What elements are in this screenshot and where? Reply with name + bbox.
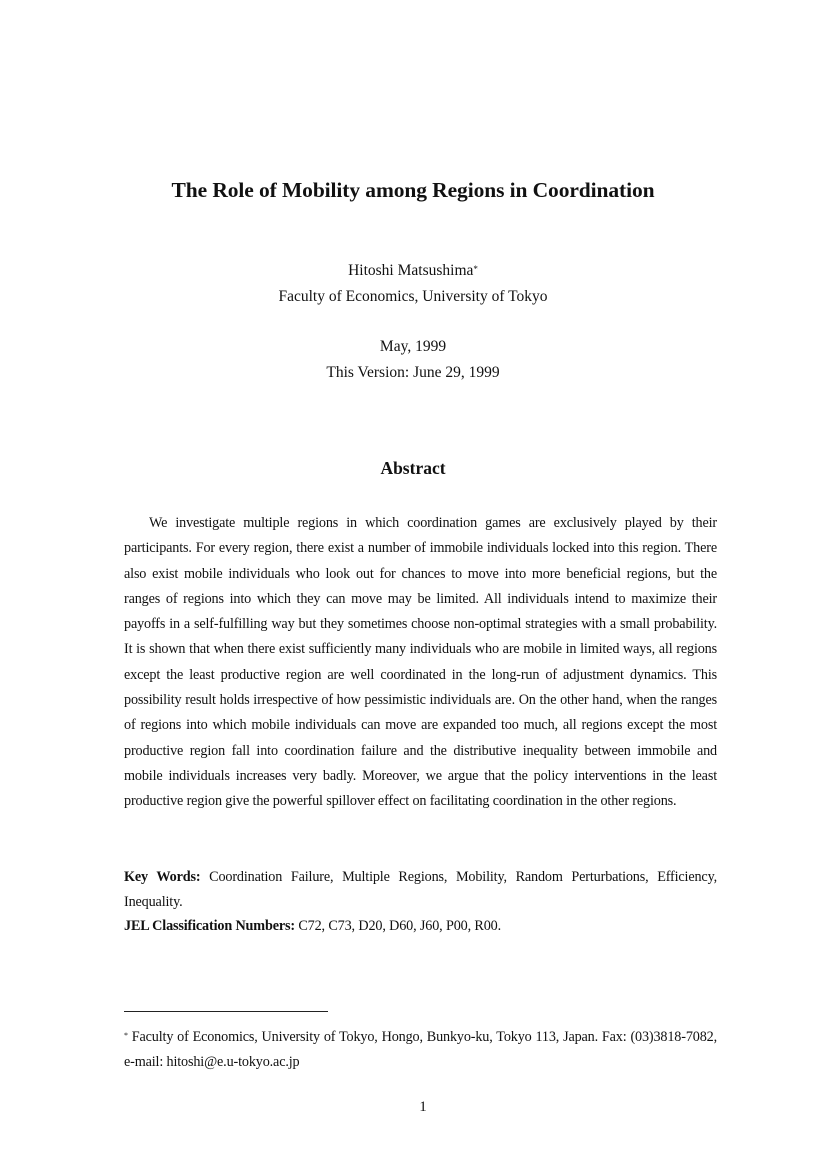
footnote [124,1025,717,1074]
author-name: Hitoshi Matsushima [348,262,474,279]
jel-label: JEL Classification Numbers: [124,918,295,934]
paper-date: May, 1999 [379,338,447,355]
date-block [0,334,826,386]
author-footnote-marker: * [473,264,478,274]
footnote-marker: * [124,1031,128,1040]
abstract-text: We investigate multiple regions in which coordination games are exclusively played by their participants. For every region, there exist a number of immobile individuals locked into this region. There also exist mobile individuals who look out for chances to move into more beneficial regions, but the ranges of regions into which they can move may be limited. All individuals intend to maximize their payoffs in a self-fulfilling way but they sometimes choose non-optimal strategies with a small probability. It is shown that when there exist sufficiently many individuals who are mobile in limited ways, all regions except the least productive region are well coordinated in the long-run of adjustment dynamics. This possibility result holds irrespective of how pessimistic individuals are. On the other hand, when the ranges of regions into which mobile individuals can move are expanded too much, all regions except the most productive region fall into coordination failure and the distributive inequality between immobile and mobile individuals increases very badly. Moreover, we argue that the policy interventions in the least productive region give the powerful spillover effect on facilitating coordination in the other regions. [124,515,717,810]
author-block [0,258,826,310]
footnote-divider [124,1011,328,1012]
keywords [124,865,717,914]
keywords-label: Key Words: [124,869,201,885]
jel-text: C72, C73, D20, D60, J60, P00, R00. [298,918,501,934]
abstract-heading: Abstract [380,458,446,478]
jel-classification [124,914,717,939]
keywords-text: Coordination Failure, Multiple Regions, Mobility, Random Perturbations, Efficiency, Inequality. [124,869,717,910]
paper-title: The Role of Mobility among Regions in Coordination [171,178,655,202]
author-line [0,258,826,284]
footnote-text: Faculty of Economics, University of Tokyo, Hongo, Bunkyo-ku, Tokyo 113, Japan. Fax: (03)3818-7082, e-mail: hitoshi@e.u-tokyo.ac.jp [124,1029,717,1070]
paper-version: This Version: June 29, 1999 [326,364,500,381]
author-affiliation: Faculty of Economics, University of Tokyo [278,288,548,305]
page-number: 1 [419,1099,427,1115]
